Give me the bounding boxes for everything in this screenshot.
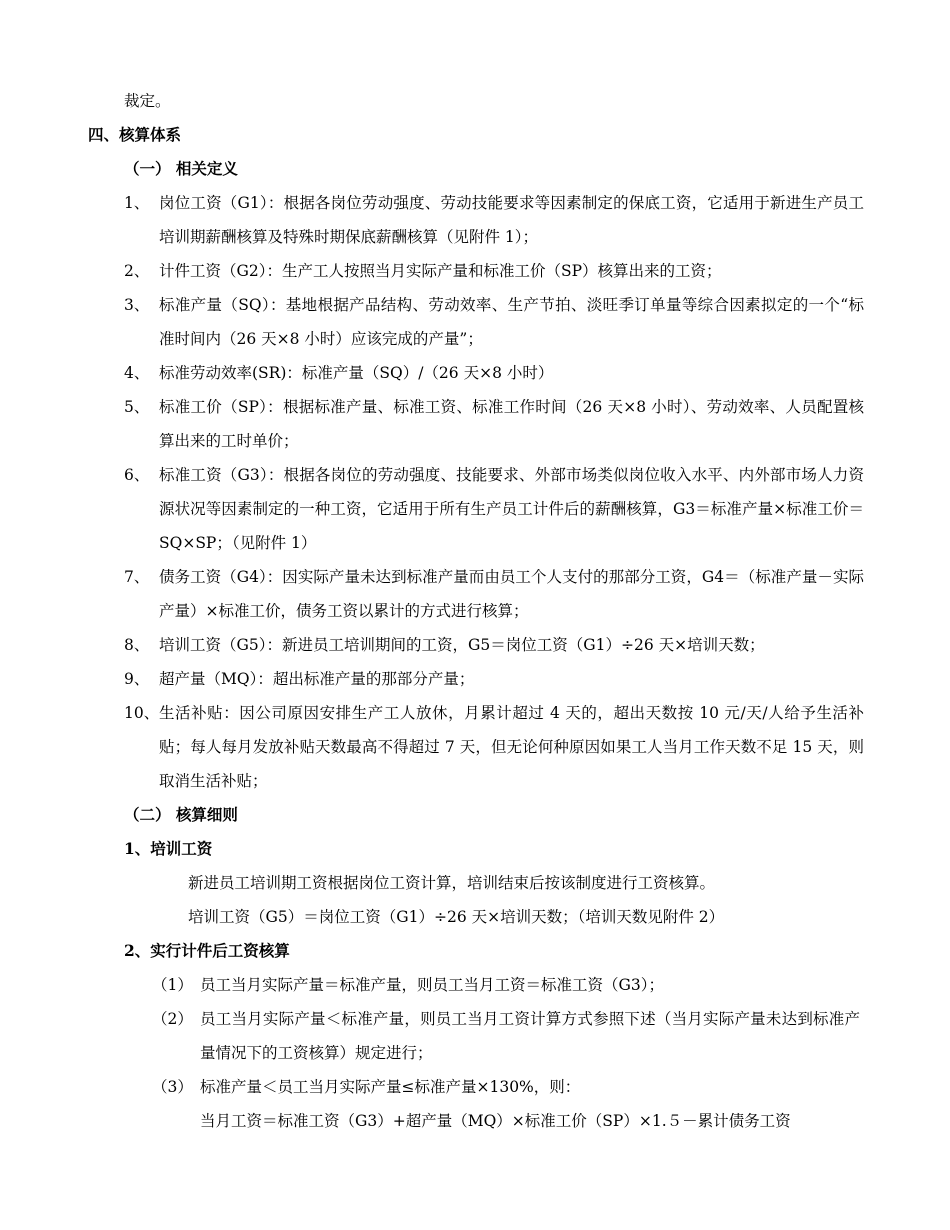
document-page <box>0 84 950 1138</box>
definition-item <box>124 458 950 560</box>
definition-text: 岗位工资（G1）：根据各岗位劳动强度、劳动技能要求等因素制定的保底工资，它适用于新进生产员工培训期薪酬核算及特殊时期保底薪酬核算（见附件 1）； <box>159 194 864 246</box>
rule-text: 员工当月实际产量＝标准产量，则员工当月工资＝标准工资（G3）； <box>200 976 664 994</box>
definition-text: 超产量（MQ）：超出标准产量的那部分产量； <box>159 670 475 688</box>
definition-number: 1、 <box>124 194 150 212</box>
definition-text: 标准工价（SP）：根据标准产量、标准工资、标准工作时间（26 天×8 小时）、劳动效率、人员配置核算出来的工时单价； <box>159 398 864 450</box>
definition-item <box>124 628 950 662</box>
monthly-wage-formula: 当月工资＝标准工资（G3）+超产量（MQ）×标准工价（SP）×1.５－累计债务工资 <box>200 1112 791 1130</box>
definition-number: 9、 <box>124 670 150 688</box>
training-wage-paragraph: 新进员工培训期工资根据岗位工资计算，培训结束后按该制度进行工资核算。 <box>188 874 716 892</box>
section-heading-accounting-system: 四、核算体系 <box>88 125 182 144</box>
rule-number: （2） <box>152 1010 193 1028</box>
definition-item <box>124 356 950 390</box>
rule-text: 标准产量＜员工当月实际产量≤标准产量×130%，则： <box>200 1078 581 1096</box>
intro-tail-text: 裁定。 <box>124 92 171 110</box>
definition-number: 5、 <box>124 398 150 416</box>
definition-number: 4、 <box>124 364 150 382</box>
definition-item <box>124 696 950 798</box>
definition-text: 标准劳动效率(SR)：标准产量（SQ）/（26 天×8 小时） <box>159 364 554 382</box>
definitions-list <box>124 186 950 798</box>
definition-number: 3、 <box>124 296 150 314</box>
definition-item <box>124 662 950 696</box>
definition-text: 培训工资（G5）：新进员工培训期间的工资，G5＝岗位工资（G1）÷26 天×培训天数； <box>159 636 765 654</box>
piecework-rule-item <box>152 1070 950 1104</box>
definition-item <box>124 254 950 288</box>
piecework-rule-item <box>152 968 950 1002</box>
definition-number: 2、 <box>124 262 150 280</box>
definition-item <box>124 288 950 356</box>
subsection-heading-rules: （二） 核算细则 <box>124 805 238 824</box>
definition-item <box>124 186 950 254</box>
definition-text: 债务工资（G4）：因实际产量未达到标准产量而由员工个人支付的那部分工资，G4＝（标准产量－实际产量）×标准工价，债务工资以累计的方式进行核算； <box>159 568 864 620</box>
definition-item <box>124 560 950 628</box>
rule-number: （3） <box>152 1078 193 1096</box>
definition-text: 计件工资（G2）：生产工人按照当月实际产量和标准工价（SP）核算出来的工资； <box>159 262 722 280</box>
piecework-wage-heading: 2、实行计件后工资核算 <box>124 941 290 960</box>
definition-number: 7、 <box>124 568 150 586</box>
rule-number: （1） <box>152 976 193 994</box>
definition-number: 8、 <box>124 636 150 654</box>
rule-text: 员工当月实际产量＜标准产量，则员工当月工资计算方式参照下述（当月实际产量未达到标准产量情况下的工资核算）规定进行； <box>200 1010 860 1062</box>
training-wage-heading: 1、培训工资 <box>124 839 213 858</box>
piecework-rule-item <box>152 1002 950 1070</box>
definition-item <box>124 390 950 458</box>
subsection-heading-definitions: （一） 相关定义 <box>124 159 238 178</box>
definition-text: 标准产量（SQ）：基地根据产品结构、劳动效率、生产节拍、淡旺季订单量等综合因素拟定的一个“标准时间内（26 天×8 小时）应该完成的产量”； <box>159 296 864 348</box>
piecework-rules-list <box>0 968 950 1104</box>
training-wage-formula: 培训工资（G5）＝岗位工资（G1）÷26 天×培训天数；（培训天数见附件 2） <box>188 908 725 926</box>
definition-text: 生活补贴：因公司原因安排生产工人放休，月累计超过 4 天的，超出天数按 10 元/天/人给予生活补贴；每人每月发放补贴天数最高不得超过 7 天，但无论何种原因如果工人当月工作天数不足 15 天，则取消生活补贴； <box>159 704 864 790</box>
definition-number: 6、 <box>124 466 150 484</box>
definition-number: 10、 <box>124 704 160 722</box>
definition-text: 标准工资（G3）：根据各岗位的劳动强度、技能要求、外部市场类似岗位收入水平、内外部市场人力资源状况等因素制定的一种工资，它适用于所有生产员工计件后的薪酬核算，G3＝标准产量×标准工价＝SQ×SP；（见附件 1） <box>159 466 864 552</box>
